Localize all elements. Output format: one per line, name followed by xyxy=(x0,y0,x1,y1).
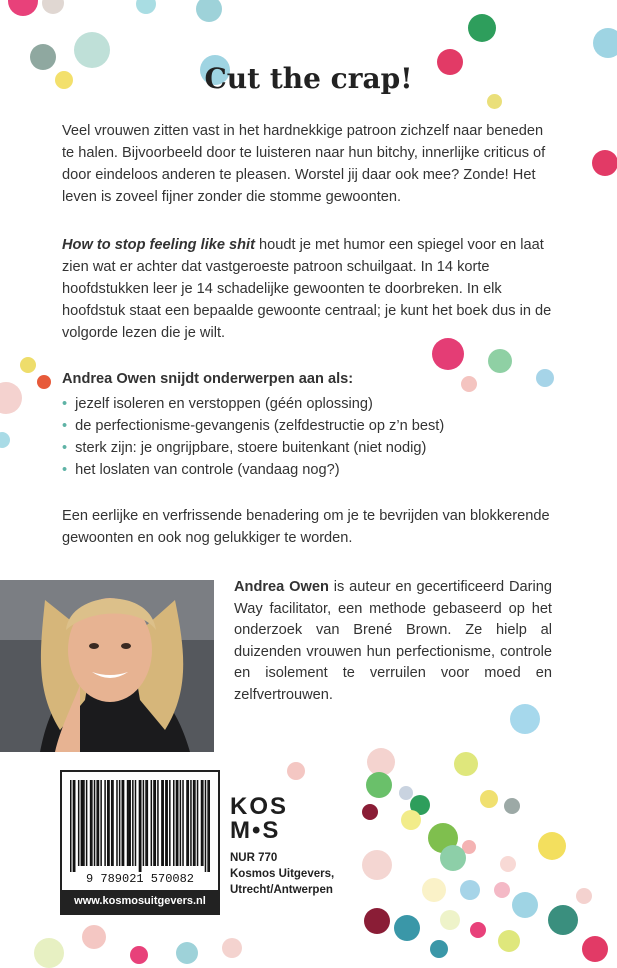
barcode-bar xyxy=(122,780,124,866)
confetti-dot xyxy=(399,786,413,800)
confetti-dot xyxy=(488,349,512,373)
barcode-bar xyxy=(116,780,118,866)
barcode-bar xyxy=(73,780,75,872)
barcode-bar xyxy=(186,780,188,866)
confetti-dot xyxy=(8,0,38,16)
barcode-bar xyxy=(147,780,149,866)
topics-heading: Andrea Owen snijdt onderwerpen aan als: xyxy=(62,371,354,387)
confetti-dot xyxy=(440,910,460,930)
barcode-bar xyxy=(140,780,142,872)
barcode xyxy=(60,770,220,915)
barcode-bar xyxy=(162,780,164,866)
barcode-bar xyxy=(83,780,85,866)
barcode-bar xyxy=(111,780,113,866)
author-name: Andrea Owen xyxy=(234,579,329,595)
confetti-dot xyxy=(37,375,51,389)
publisher-name: Kosmos Uitgevers, xyxy=(230,868,335,880)
barcode-bar xyxy=(123,780,125,866)
confetti-dot xyxy=(498,930,520,952)
barcode-bar xyxy=(100,780,102,866)
barcode-bar xyxy=(161,780,163,866)
barcode-bar xyxy=(166,780,168,866)
barcode-bar xyxy=(169,780,171,866)
list-item: • jezelf isoleren en verstoppen (géén oplossing) xyxy=(62,393,444,415)
confetti-dot xyxy=(0,382,22,414)
confetti-dot xyxy=(366,772,392,798)
confetti-dot xyxy=(176,942,198,964)
isbn-number: 9 789021 570082 xyxy=(85,872,195,886)
confetti-dot xyxy=(287,762,305,780)
barcode-bar xyxy=(173,780,175,866)
confetti-dot xyxy=(510,704,540,734)
confetti-dot xyxy=(136,0,156,14)
confetti-dot xyxy=(20,357,36,373)
confetti-dot xyxy=(480,790,498,808)
barcode-bar xyxy=(202,780,204,866)
barcode-bar xyxy=(194,780,196,866)
confetti-dot xyxy=(593,28,617,58)
confetti-dot xyxy=(494,882,510,898)
barcode-bar xyxy=(108,780,110,866)
barcode-bar xyxy=(190,780,192,866)
author-bio-text: is auteur en gecertificeerd Daring Way facilitator, een methode gebaseerd op het onderzoek van Brené Brown. Ze hielp al duizenden vrouwen hun perfectionisme, controle en isolement te verruilen voor moed en zelfvertrouwen. xyxy=(234,579,552,703)
list-item: • de perfectionisme-gevangenis (zelfdestructie op z’n best) xyxy=(62,415,444,437)
barcode-bar xyxy=(201,780,203,866)
confetti-dot xyxy=(460,880,480,900)
logo-line-1: KOS xyxy=(230,793,289,820)
confetti-dot xyxy=(536,369,554,387)
barcode-bar xyxy=(104,780,106,866)
book-title: How to stop feeling like shit xyxy=(62,237,255,253)
confetti-dot xyxy=(440,845,466,871)
author-portrait xyxy=(0,580,214,752)
confetti-dot xyxy=(196,0,222,22)
barcode-bar xyxy=(197,780,199,866)
list-item: • het loslaten van controle (vandaag nog?) xyxy=(62,459,444,481)
barcode-bar xyxy=(207,780,209,872)
barcode-bar xyxy=(151,780,153,866)
barcode-bar xyxy=(139,780,141,872)
confetti-dot xyxy=(82,925,106,949)
confetti-dot xyxy=(430,940,448,958)
page-title: Cut the crap! xyxy=(204,62,413,95)
barcode-bar xyxy=(128,780,130,866)
confetti-dot xyxy=(487,94,502,109)
barcode-bar xyxy=(182,780,184,866)
publisher-info xyxy=(230,850,334,898)
barcode-bar xyxy=(193,780,195,866)
barcode-bar xyxy=(94,780,96,866)
confetti-dot xyxy=(470,922,486,938)
nur-code: NUR 770 xyxy=(230,852,278,864)
publisher-url: www.kosmosuitgevers.nl xyxy=(62,890,218,913)
barcode-bar xyxy=(157,780,159,866)
confetti-dot xyxy=(548,905,578,935)
barcode-bar xyxy=(86,780,88,866)
barcode-bar xyxy=(119,780,121,866)
barcode-bar xyxy=(205,780,207,872)
barcode-bar xyxy=(135,780,137,866)
author-bio xyxy=(234,577,552,706)
barcode-bar xyxy=(188,780,190,866)
barcode-bar xyxy=(82,780,84,866)
confetti-dot xyxy=(422,878,446,902)
topics-list xyxy=(62,393,444,481)
barcode-bar xyxy=(81,780,83,866)
confetti-dot xyxy=(42,0,64,14)
author-photo xyxy=(0,580,214,752)
barcode-bar xyxy=(127,780,129,866)
barcode-bar xyxy=(91,780,93,866)
barcode-bar xyxy=(78,780,80,866)
barcode-bar xyxy=(153,780,155,866)
confetti-dot xyxy=(362,804,378,820)
barcode-bar xyxy=(96,780,98,866)
intro-paragraph: Veel vrouwen zitten vast in het hardnekkige patroon zichzelf naar beneden te halen. Bijvoorbeeld door te luisteren naar hun bitchy, innerlijke criticus of door eindeloos anderen te pleasen. Worstel jij daar ook mee? Zonde! Het leven is zoveel fijner zonder die stomme gewoonten. xyxy=(62,123,546,205)
confetti-dot xyxy=(512,892,538,918)
publisher-city: Utrecht/Antwerpen xyxy=(230,884,333,896)
closing-paragraph: Een eerlijke en verfrissende benadering om je te bevrijden van blokkerende gewoonten en ook nog gelukkiger te worden. xyxy=(62,508,550,546)
confetti-dot xyxy=(0,432,10,448)
barcode-bar xyxy=(70,780,72,872)
publisher-logo xyxy=(230,795,288,843)
confetti-dot xyxy=(500,856,516,872)
barcode-bar xyxy=(74,780,76,872)
confetti-dot xyxy=(538,832,566,860)
description-paragraph xyxy=(62,234,558,344)
barcode-bar xyxy=(165,780,167,866)
confetti-dot xyxy=(130,946,148,964)
barcode-bar xyxy=(129,780,131,866)
list-item: • sterk zijn: je ongrijpbare, stoere buitenkant (niet nodig) xyxy=(62,437,444,459)
confetti-dot xyxy=(364,908,390,934)
barcode-bar xyxy=(132,780,134,866)
confetti-dot xyxy=(394,915,420,941)
confetti-dot xyxy=(504,798,520,814)
barcode-bars xyxy=(70,780,210,872)
confetti-dot xyxy=(468,14,496,42)
confetti-dot xyxy=(362,850,392,880)
barcode-bar xyxy=(180,780,182,866)
barcode-bar xyxy=(209,780,210,872)
confetti-dot xyxy=(454,752,478,776)
confetti-dot xyxy=(222,938,242,958)
barcode-bar xyxy=(176,780,178,866)
barcode-bar xyxy=(112,780,114,866)
logo-line-2: M•S xyxy=(230,817,281,844)
description-text: houdt je met humor een spiegel voor en laat zien wat er achter dat vastgeroeste patroon schuilgaat. In 14 korte hoofdstukken leer je 14 schadelijke gewoonten te doorbreken. In elk hoofdstuk staat een bepaalde gewoonte centraal; je kunt het boek dus in de volgorde lezen die je wilt. xyxy=(62,237,552,341)
confetti-dot xyxy=(34,938,64,968)
barcode-bar xyxy=(107,780,109,866)
confetti-dot xyxy=(592,150,617,176)
barcode-bar xyxy=(145,780,147,866)
barcode-bar xyxy=(90,780,92,866)
barcode-bar xyxy=(98,780,100,866)
confetti-dot xyxy=(582,936,608,962)
barcode-bar xyxy=(155,780,157,866)
barcode-bar xyxy=(177,780,179,866)
confetti-dot xyxy=(461,376,477,392)
barcode-bar xyxy=(143,780,145,866)
confetti-dot xyxy=(401,810,421,830)
confetti-dot xyxy=(576,888,592,904)
